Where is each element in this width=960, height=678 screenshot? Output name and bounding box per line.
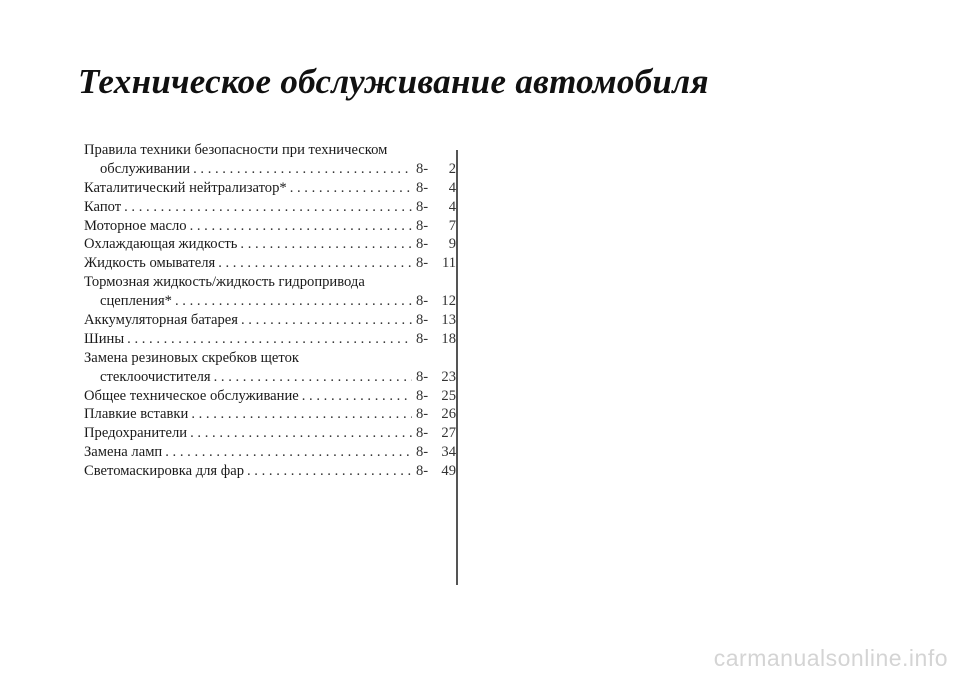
toc-page-number: 12 — [441, 293, 456, 310]
toc-chapter-number: 8- — [416, 463, 429, 480]
watermark: carmanualsonline.info — [713, 645, 948, 671]
toc-line — [84, 160, 456, 179]
toc-entry-title: стеклоочистителя — [100, 368, 211, 385]
toc-chapter-number: 8- — [416, 293, 429, 310]
toc-line — [84, 292, 456, 311]
toc-page-number: 26 — [441, 406, 456, 423]
toc-leader-dots — [190, 424, 412, 443]
toc-leader-dots — [193, 160, 412, 179]
toc-page-number: 34 — [441, 444, 456, 461]
toc-line — [84, 273, 456, 292]
toc-entry-title: Капот — [84, 198, 122, 215]
toc-entry[interactable] — [84, 235, 456, 254]
toc-leader-dots — [247, 462, 412, 481]
toc-leader-dots — [124, 198, 412, 217]
toc-line — [84, 462, 456, 481]
toc-page-number: 49 — [441, 463, 456, 480]
toc-entry[interactable] — [84, 217, 456, 236]
toc-page-number: 23 — [441, 368, 456, 385]
toc-entry[interactable] — [84, 424, 456, 443]
toc-chapter-number: 8- — [416, 425, 429, 442]
toc-line — [84, 405, 456, 424]
toc-entry-title: Охлаждающая жидкость — [84, 236, 238, 253]
toc-page-number: 4 — [448, 198, 456, 215]
toc-entry-title: Жидкость омывателя — [84, 255, 216, 272]
toc-line — [84, 179, 456, 198]
toc-entry-title: Замена ламп — [84, 444, 163, 461]
toc-entry[interactable] — [84, 349, 456, 387]
toc-page-number: 9 — [448, 236, 456, 253]
toc-chapter-number: 8- — [416, 255, 429, 272]
toc-chapter-number: 8- — [416, 330, 429, 347]
toc-line — [84, 217, 456, 236]
toc-entry-title: сцепления* — [100, 293, 172, 310]
toc-entry[interactable] — [84, 198, 456, 217]
toc-line — [84, 198, 456, 217]
toc-entry[interactable] — [84, 443, 456, 462]
toc-line — [84, 141, 456, 160]
toc-entry-title: Моторное масло — [84, 217, 187, 234]
toc-line — [84, 235, 456, 254]
toc-leader-dots — [175, 292, 412, 311]
toc-entry-title: Плавкие вставки — [84, 406, 189, 423]
toc-chapter-number: 8- — [416, 217, 429, 234]
toc-line — [84, 368, 456, 387]
toc-page-number: 11 — [441, 255, 456, 272]
toc-leader-dots — [218, 254, 412, 273]
toc-entry[interactable] — [84, 311, 456, 330]
toc-chapter-number: 8- — [416, 236, 429, 253]
toc-page-number: 18 — [441, 330, 456, 347]
toc-entry[interactable] — [84, 387, 456, 406]
toc-leader-dots — [302, 387, 412, 406]
toc-entry[interactable] — [84, 330, 456, 349]
toc-page-number: 2 — [448, 160, 456, 177]
toc-leader-dots — [165, 443, 412, 462]
toc-entry-title: Общее техническое обслуживание — [84, 387, 299, 404]
table-of-contents — [84, 141, 456, 481]
toc-leader-dots — [191, 405, 412, 424]
toc-leader-dots — [241, 311, 412, 330]
toc-chapter-number: 8- — [416, 406, 429, 423]
toc-chapter-number: 8- — [416, 179, 429, 196]
toc-entry[interactable] — [84, 405, 456, 424]
toc-entry-title: Правила техники безопасности при техническом — [84, 142, 388, 158]
toc-entry-title: Шины — [84, 330, 125, 347]
toc-leader-dots — [127, 330, 412, 349]
toc-line — [84, 443, 456, 462]
toc-entry-title: Каталитический нейтрализатор* — [84, 179, 287, 196]
toc-page-number: 7 — [448, 217, 456, 234]
toc-page-number: 27 — [441, 425, 456, 442]
toc-entry[interactable] — [84, 254, 456, 273]
toc-entry-title: Светомаскировка для фар — [84, 463, 244, 480]
toc-entry[interactable] — [84, 273, 456, 311]
toc-entry-title: Предохранители — [84, 425, 188, 442]
toc-line — [84, 349, 456, 368]
toc-leader-dots — [214, 368, 412, 387]
toc-line — [84, 330, 456, 349]
toc-entry-title: Тормозная жидкость/жидкость гидропривода — [84, 274, 365, 291]
vertical-divider — [456, 150, 458, 585]
toc-page-number: 25 — [441, 387, 456, 404]
toc-line — [84, 424, 456, 443]
page-title: Техническое обслуживание автомобиля — [78, 62, 709, 101]
toc-line — [84, 254, 456, 273]
toc-chapter-number: 8- — [416, 160, 429, 177]
toc-page-number: 13 — [441, 312, 456, 329]
toc-entry[interactable] — [84, 141, 456, 179]
toc-chapter-number: 8- — [416, 312, 429, 329]
toc-line — [84, 311, 456, 330]
toc-entry-title: Замена резиновых скребков щеток — [84, 349, 299, 366]
toc-entry-title: обслуживании — [100, 160, 191, 177]
toc-chapter-number: 8- — [416, 198, 429, 215]
toc-chapter-number: 8- — [416, 444, 429, 461]
toc-entry-title: Аккумуляторная батарея — [84, 312, 238, 329]
toc-chapter-number: 8- — [416, 368, 429, 385]
toc-entry[interactable] — [84, 179, 456, 198]
toc-chapter-number: 8- — [416, 387, 429, 404]
toc-leader-dots — [240, 235, 412, 254]
toc-entry[interactable] — [84, 462, 456, 481]
toc-leader-dots — [190, 217, 412, 236]
toc-leader-dots — [290, 179, 412, 198]
toc-line — [84, 387, 456, 406]
toc-page-number: 4 — [448, 179, 456, 196]
